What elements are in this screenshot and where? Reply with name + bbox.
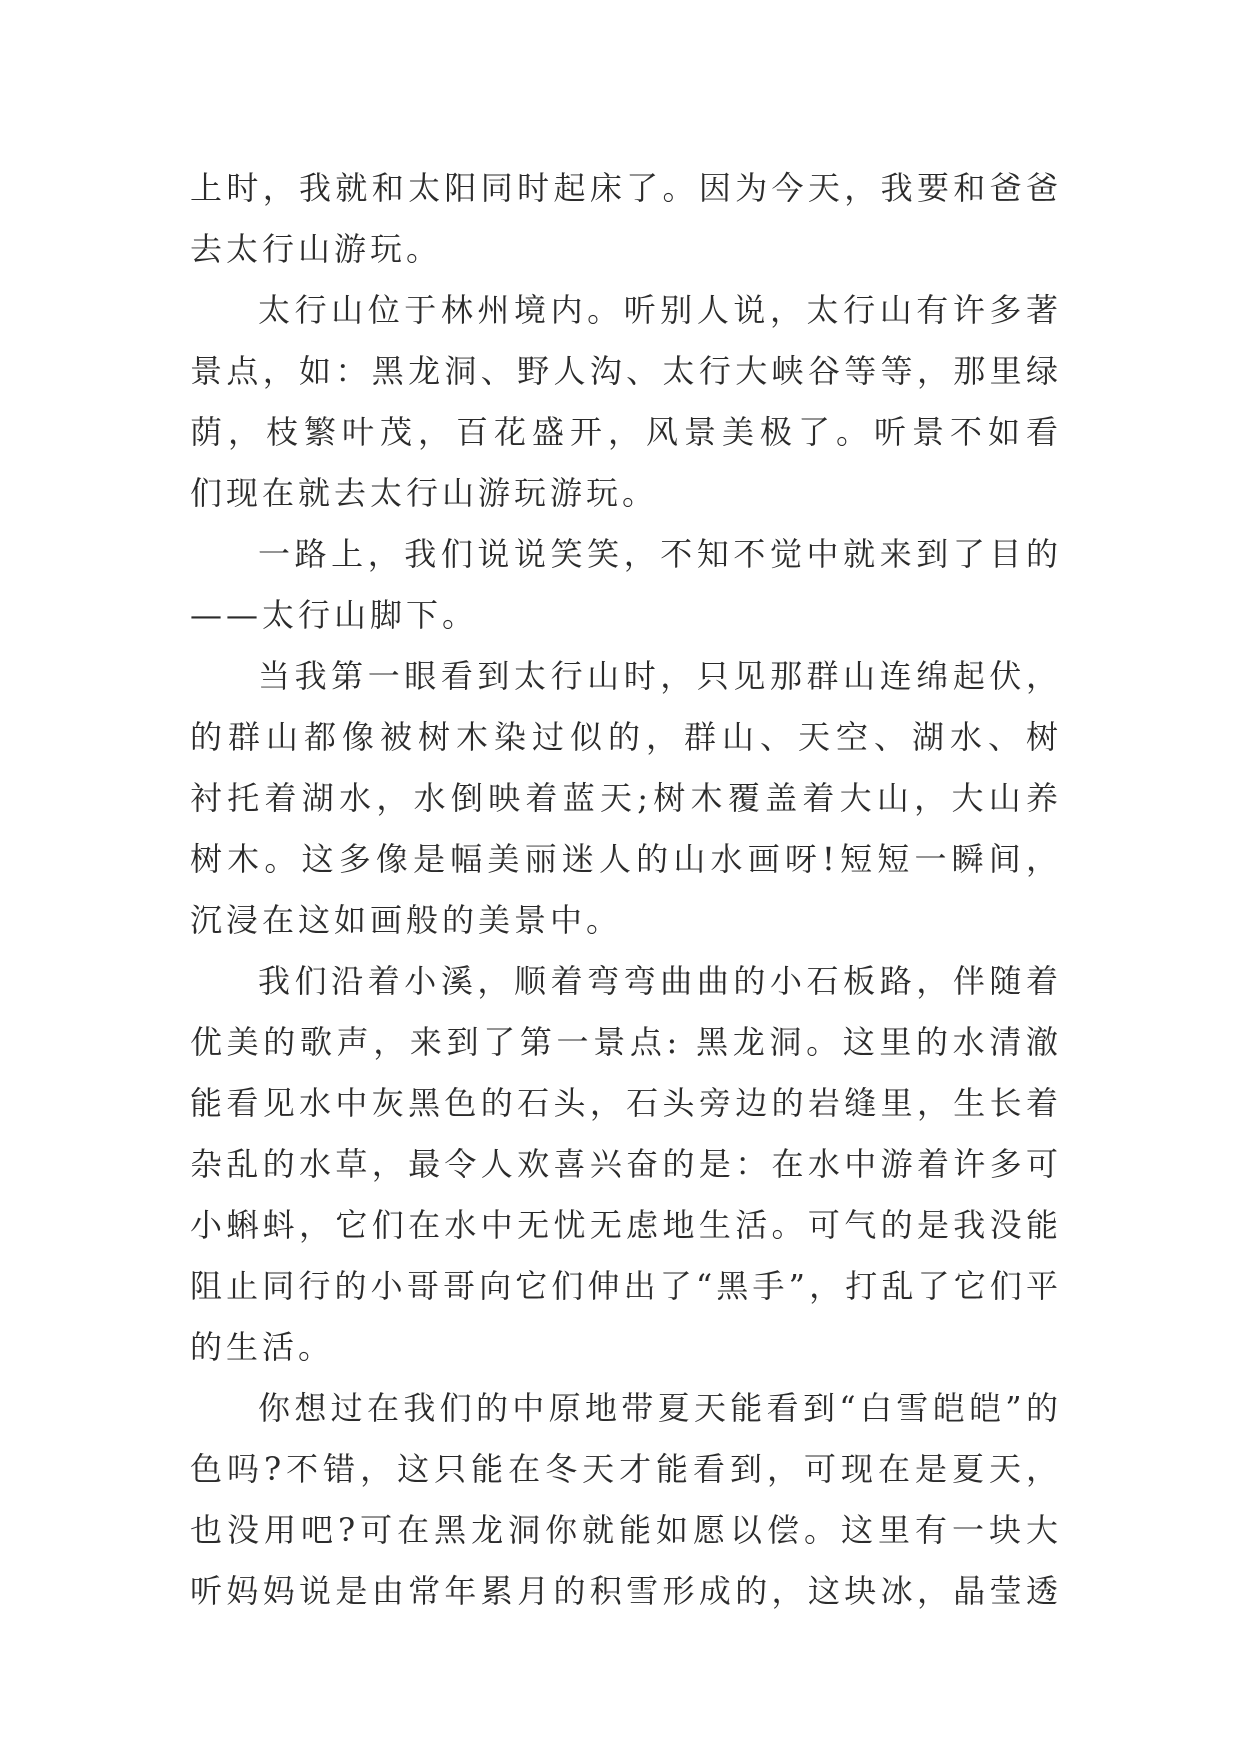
text-line: 的群山都像被树木染过似的，群山、天空、湖水、树 [190,718,1062,756]
text-line: 你想过在我们的中原地带夏天能看到“白雪皑皑”的 [258,1389,1062,1427]
text-line: 我们沿着小溪，顺着弯弯曲曲的小石板路，伴随着 [258,962,1062,1000]
text-line: 们现在就去太行山游玩游玩。 [190,474,659,512]
text-line: 小蝌蚪，它们在水中无忧无虑地生活。可气的是我没能 [190,1206,1062,1244]
text-line: 荫，枝繁叶茂，百花盛开，风景美极了。听景不如看 [190,413,1062,451]
text-line: 色吗?不错，这只能在冬天才能看到，可现在是夏天， [190,1450,1062,1488]
text-line: 沉浸在这如画般的美景中。 [190,901,623,939]
text-line: 上时，我就和太阳同时起床了。因为今天，我要和爸爸 [190,169,1062,207]
text-line: 太行山位于林州境内。听别人说，太行山有许多著 [258,291,1062,329]
text-line: 景点，如：黑龙洞、野人沟、太行大峡谷等等，那里绿 [190,352,1062,390]
text-line: 当我第一眼看到太行山时，只见那群山连绵起伏， [258,657,1062,695]
text-line: 阻止同行的小哥哥向它们伸出了“黑手”，打乱了它们平 [190,1267,1062,1305]
text-line: 也没用吧?可在黑龙洞你就能如愿以偿。这里有一块大 [190,1511,1062,1549]
text-line: 的生活。 [190,1328,335,1366]
text-line: 一路上，我们说说笑笑，不知不觉中就来到了目的 [258,535,1062,573]
text-line: 去太行山游玩。 [190,230,443,268]
text-line: 能看见水中灰黑色的石头，石头旁边的岩缝里，生长着 [190,1084,1062,1122]
text-line: ——太行山脚下。 [190,596,479,634]
text-line: 树木。这多像是幅美丽迷人的山水画呀!短短一瞬间， [190,840,1062,878]
text-line: 听妈妈说是由常年累月的积雪形成的，这块冰，晶莹透 [190,1572,1062,1610]
text-line: 优美的歌声，来到了第一景点: 黑龙洞。这里的水清澈 [190,1023,1062,1061]
document-body [190,158,1062,1622]
text-line: 衬托着湖水，水倒映着蓝天;树木覆盖着大山，大山养 [190,779,1062,817]
text-line: 杂乱的水草，最令人欢喜兴奋的是：在水中游着许多可 [190,1145,1062,1183]
